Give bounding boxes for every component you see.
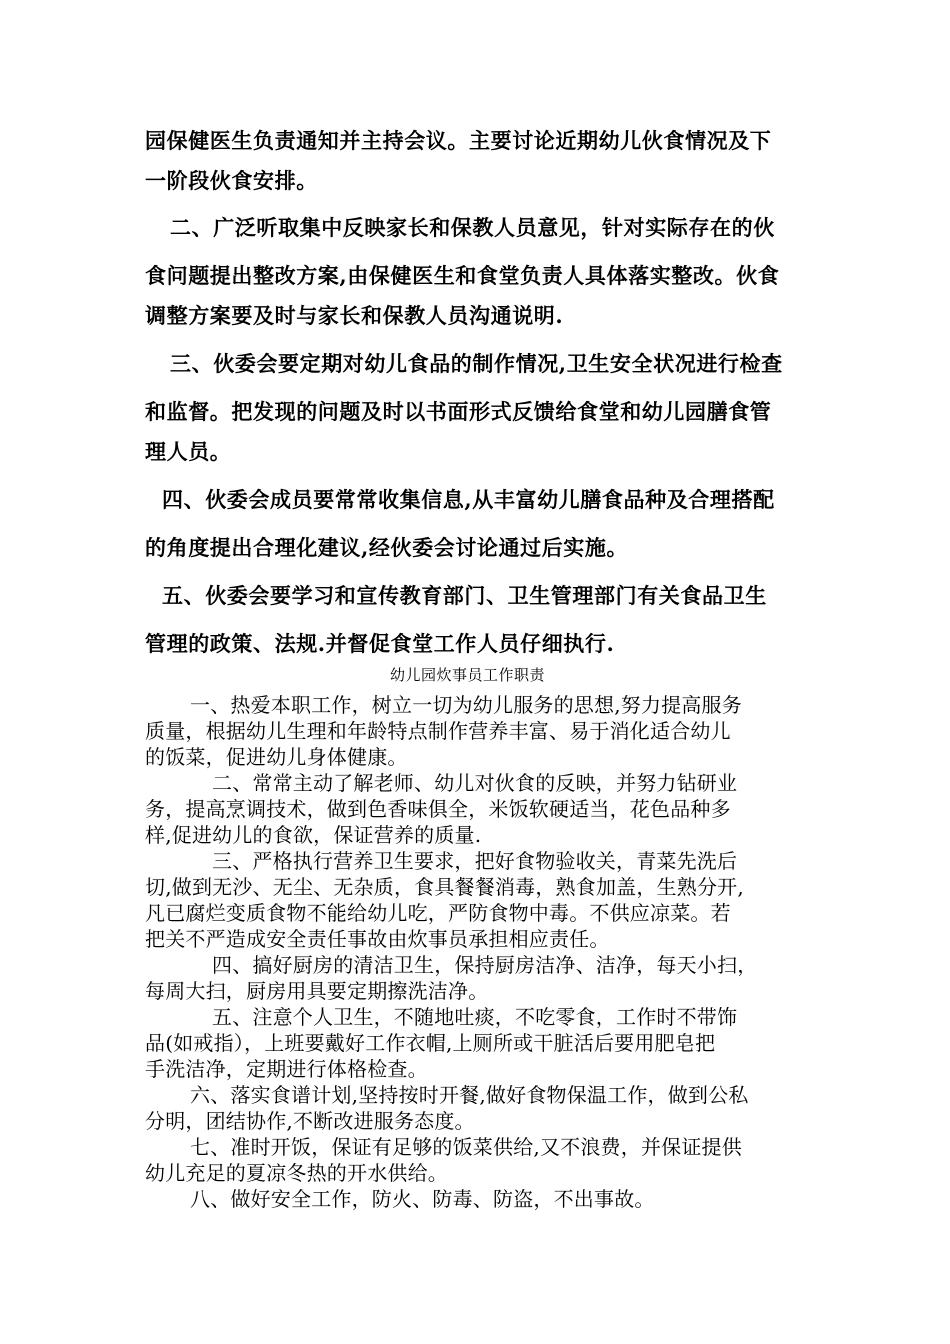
duty-line-13: 五、注意个人卫生，不随地吐痰，不吃零食，工作时不带饰 <box>212 1005 738 1029</box>
body-line-5: 调整方案要及时与家长和保教人员沟通说明. <box>145 303 564 328</box>
duty-line-14: 品(如戒指），上班要戴好工作衣帽,上厕所或干脏活后要用肥皂把 <box>145 1031 716 1055</box>
body-line-12: 管理的政策、法规.并督促食堂工作人员仔细执行. <box>145 631 615 656</box>
duty-line-11: 四、搞好厨房的清洁卫生，保持厨房洁净、洁净，每天小扫， <box>212 953 758 977</box>
duty-line-1: 一、热爱本职工作，树立一切为幼儿服务的思想,努力提高服务 <box>190 693 742 717</box>
duty-line-8: 切,做到无沙、无尘、无杂质，食具餐餐消毒，熟食加盖，生熟分开, <box>145 875 744 899</box>
body-line-6: 三、伙委会要定期对幼儿食品的制作情况,卫生安全状况进行检查 <box>170 351 783 376</box>
body-line-3: 二、广泛听取集中反映家长和保教人员意见，针对实际存在的伙 <box>170 215 775 240</box>
duty-line-15: 手洗洁净，定期进行体格检查。 <box>145 1057 428 1081</box>
duty-line-10: 把关不严造成安全责任事故由炊事员承担相应责任。 <box>145 927 610 951</box>
duty-line-7: 三、严格执行营养卫生要求，把好食物验收关，青菜先洗后 <box>212 849 738 873</box>
body-line-4: 食问题提出整改方案,由保健医生和食堂负责人具体落实整改。伙食 <box>145 263 780 288</box>
body-line-9: 四、伙委会成员要常常收集信息,从丰富幼儿膳食品种及合理搭配 <box>162 487 775 512</box>
duty-line-19: 幼儿充足的夏凉冬热的开水供给。 <box>145 1161 448 1185</box>
duty-line-20: 八、做好安全工作，防火、防毒、防盗，不出事故。 <box>190 1187 655 1211</box>
duty-line-4: 二、常常主动了解老师、幼儿对伙食的反映，并努力钻研业 <box>212 771 738 795</box>
duty-line-12: 每周大扫，厨房用具要定期擦洗洁净。 <box>145 979 489 1003</box>
duty-line-17: 分明，团结协作,不断改进服务态度。 <box>145 1109 475 1133</box>
duty-line-3: 的饭菜，促进幼儿身体健康。 <box>145 745 408 769</box>
body-line-10: 的角度提出合理化建议,经伙委会讨论通过后实施。 <box>145 535 629 560</box>
duty-line-16: 六、落实食谱计划,坚持按时开餐,做好食物保温工作，做到公私 <box>190 1083 749 1107</box>
duty-line-9: 凡已腐烂变质食物不能给幼儿吃，严防食物中毒。不供应凉菜。若 <box>145 901 731 925</box>
duty-line-18: 七、准时开饭，保证有足够的饭菜供给,又不浪费，并保证提供 <box>190 1135 742 1159</box>
section-title: 幼儿园炊事员工作职责 <box>390 666 546 684</box>
body-line-7: 和监督。把发现的问题及时以书面形式反馈给食堂和幼儿园膳食管 <box>145 399 772 424</box>
duty-line-2: 质量，根据幼儿生理和年龄特点制作营养丰富、易于消化适合幼儿 <box>145 719 731 743</box>
body-line-8: 理人员。 <box>145 439 232 464</box>
duty-line-6: 样,促进幼儿的食欲，保证营养的质量. <box>145 823 482 847</box>
body-line-2: 一阶段伙食安排。 <box>145 168 318 193</box>
body-line-11: 五、伙委会要学习和宣传教育部门、卫生管理部门有关食品卫生 <box>162 583 767 608</box>
duty-line-5: 务，提高烹调技术，做到色香味俱全，米饭软硬适当，花色品种多 <box>145 797 731 821</box>
body-line-1: 园保健医生负责通知并主持会议。主要讨论近期幼儿伙食情况及下 <box>145 128 772 153</box>
